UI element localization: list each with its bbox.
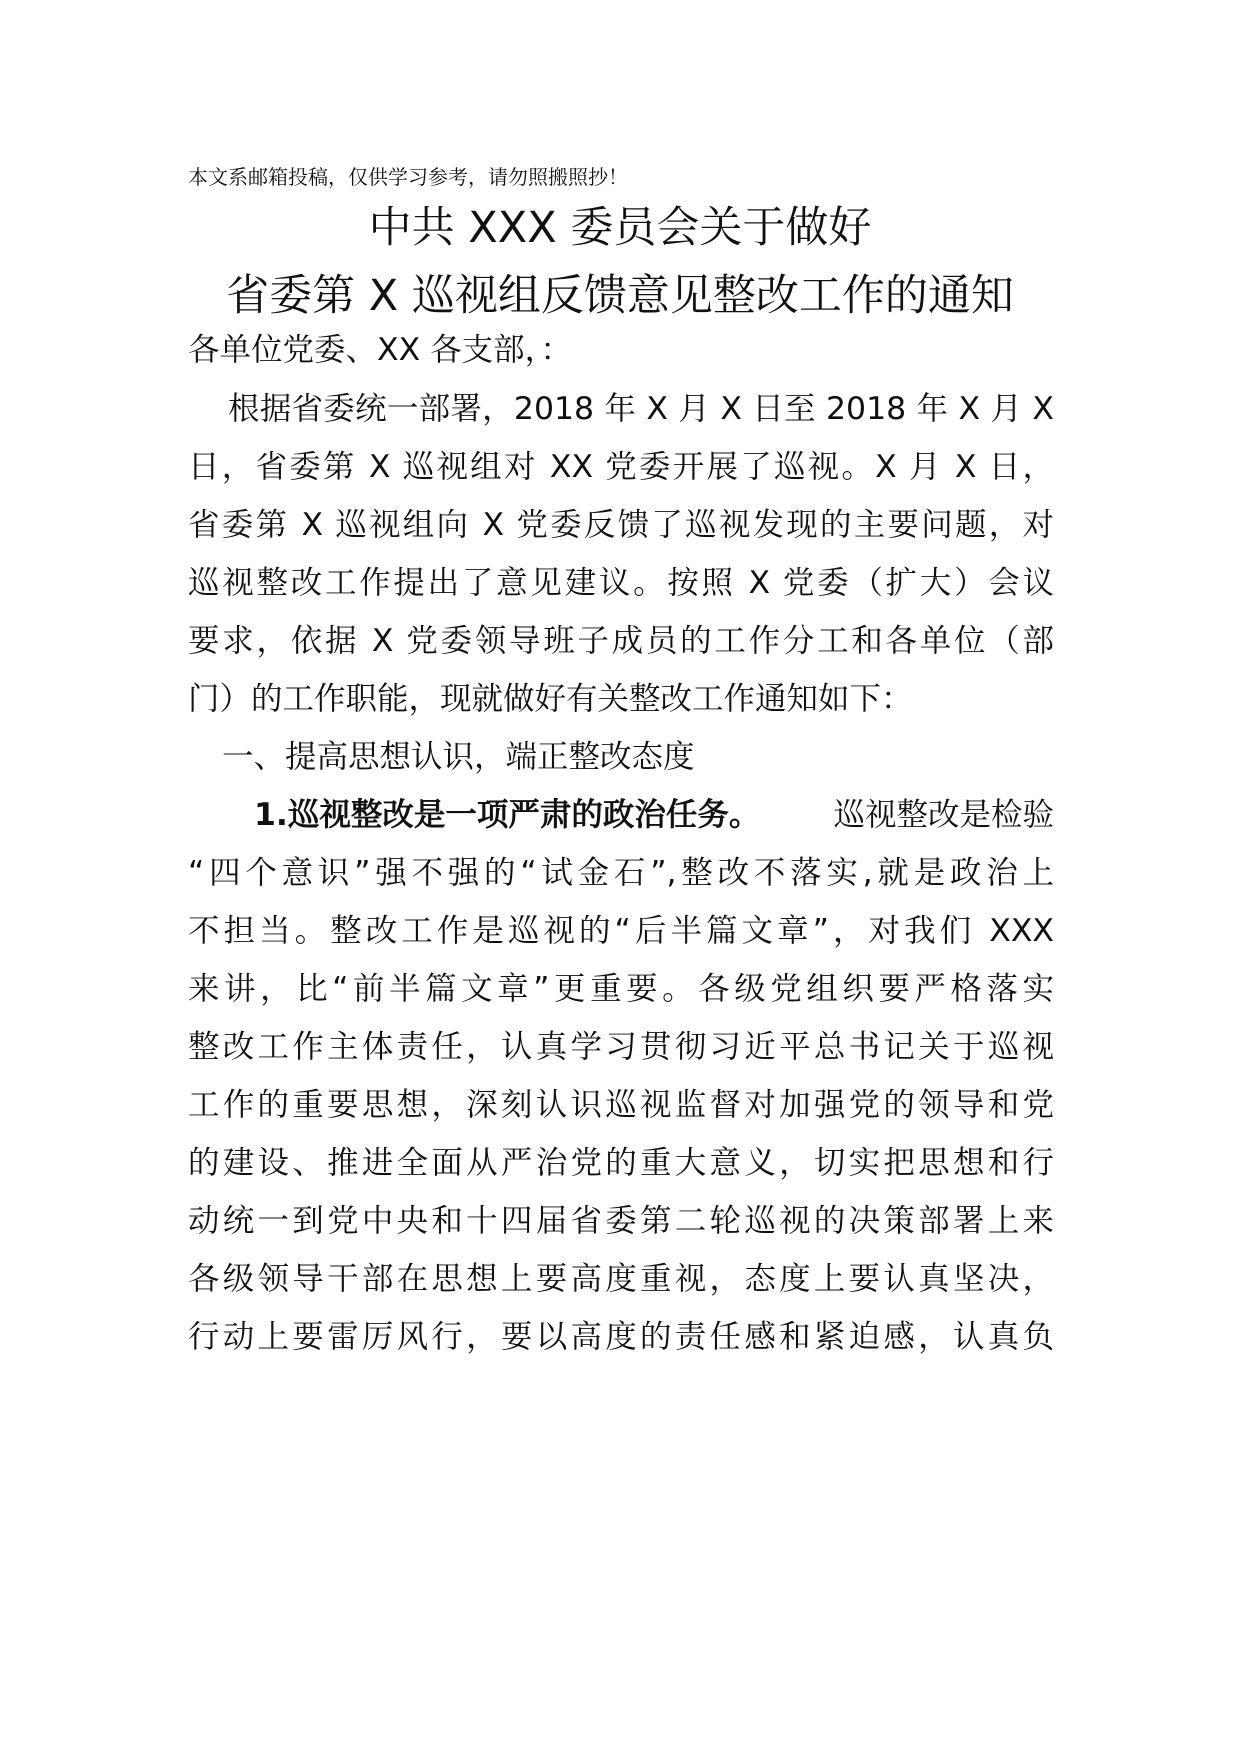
disclaimer-note: 本文系邮箱投稿，仅供学习参考，请勿照搬照抄！ bbox=[188, 165, 628, 189]
body-line: 不担当。整改工作是巡视的“后半篇文章”，对我们 XXX bbox=[188, 913, 1054, 949]
body-line: 门）的工作职能，现就做好有关整改工作通知如下： bbox=[188, 681, 913, 717]
section-heading-1: 一、提高思想认识，端正整改态度 bbox=[222, 739, 695, 775]
document-title-line-1: 中共 XXX 委员会关于做好 bbox=[368, 203, 872, 253]
salutation: 各单位党委、XX 各支部，： bbox=[188, 332, 572, 368]
body-line: 动统一到党中央和十四届省委第二轮巡视的决策部署上来 bbox=[188, 1203, 1054, 1239]
body-line: 根据省委统一部署，2018 年 X 月 X 日至 2018 年 X 月 X bbox=[228, 391, 1054, 427]
body-line: 来讲，比“前半篇文章”更重要。各级党组织要严格落实 bbox=[188, 971, 1054, 1007]
item-1-first-tail: 巡视整改是检验 bbox=[833, 797, 1054, 833]
document-title-line-2: 省委第 X 巡视组反馈意见整改工作的通知 bbox=[226, 271, 1014, 321]
body-line: 工作的重要思想，深刻认识巡视监督对加强党的领导和党 bbox=[188, 1087, 1054, 1123]
body-line: 巡视整改工作提出了意见建议。按照 X 党委（扩大）会议 bbox=[188, 565, 1054, 601]
body-line: 行动上要雷厉风行，要以高度的责任感和紧迫感，认真负 bbox=[188, 1319, 1054, 1355]
body-line: 的建设、推进全面从严治党的重大意义，切实把思想和行 bbox=[188, 1145, 1054, 1181]
body-line: 整改工作主体责任，认真学习贯彻习近平总书记关于巡视 bbox=[188, 1029, 1054, 1065]
body-line: “四个意识”强不强的“试金石”,整改不落实,就是政治上 bbox=[188, 855, 1054, 891]
item-1-lead: 1.巡视整改是一项严肃的政治任务。 bbox=[254, 797, 761, 833]
body-line: 省委第 X 巡视组向 X 党委反馈了巡视发现的主要问题，对 bbox=[188, 507, 1054, 543]
item-1-first-line bbox=[254, 793, 1054, 837]
body-line: 要求，依据 X 党委领导班子成员的工作分工和各单位（部 bbox=[188, 623, 1054, 659]
body-line: 日，省委第 X 巡视组对 XX 党委开展了巡视。X 月 X 日， bbox=[188, 449, 1054, 485]
body-line: 各级领导干部在思想上要高度重视，态度上要认真坚决， bbox=[188, 1261, 1054, 1297]
